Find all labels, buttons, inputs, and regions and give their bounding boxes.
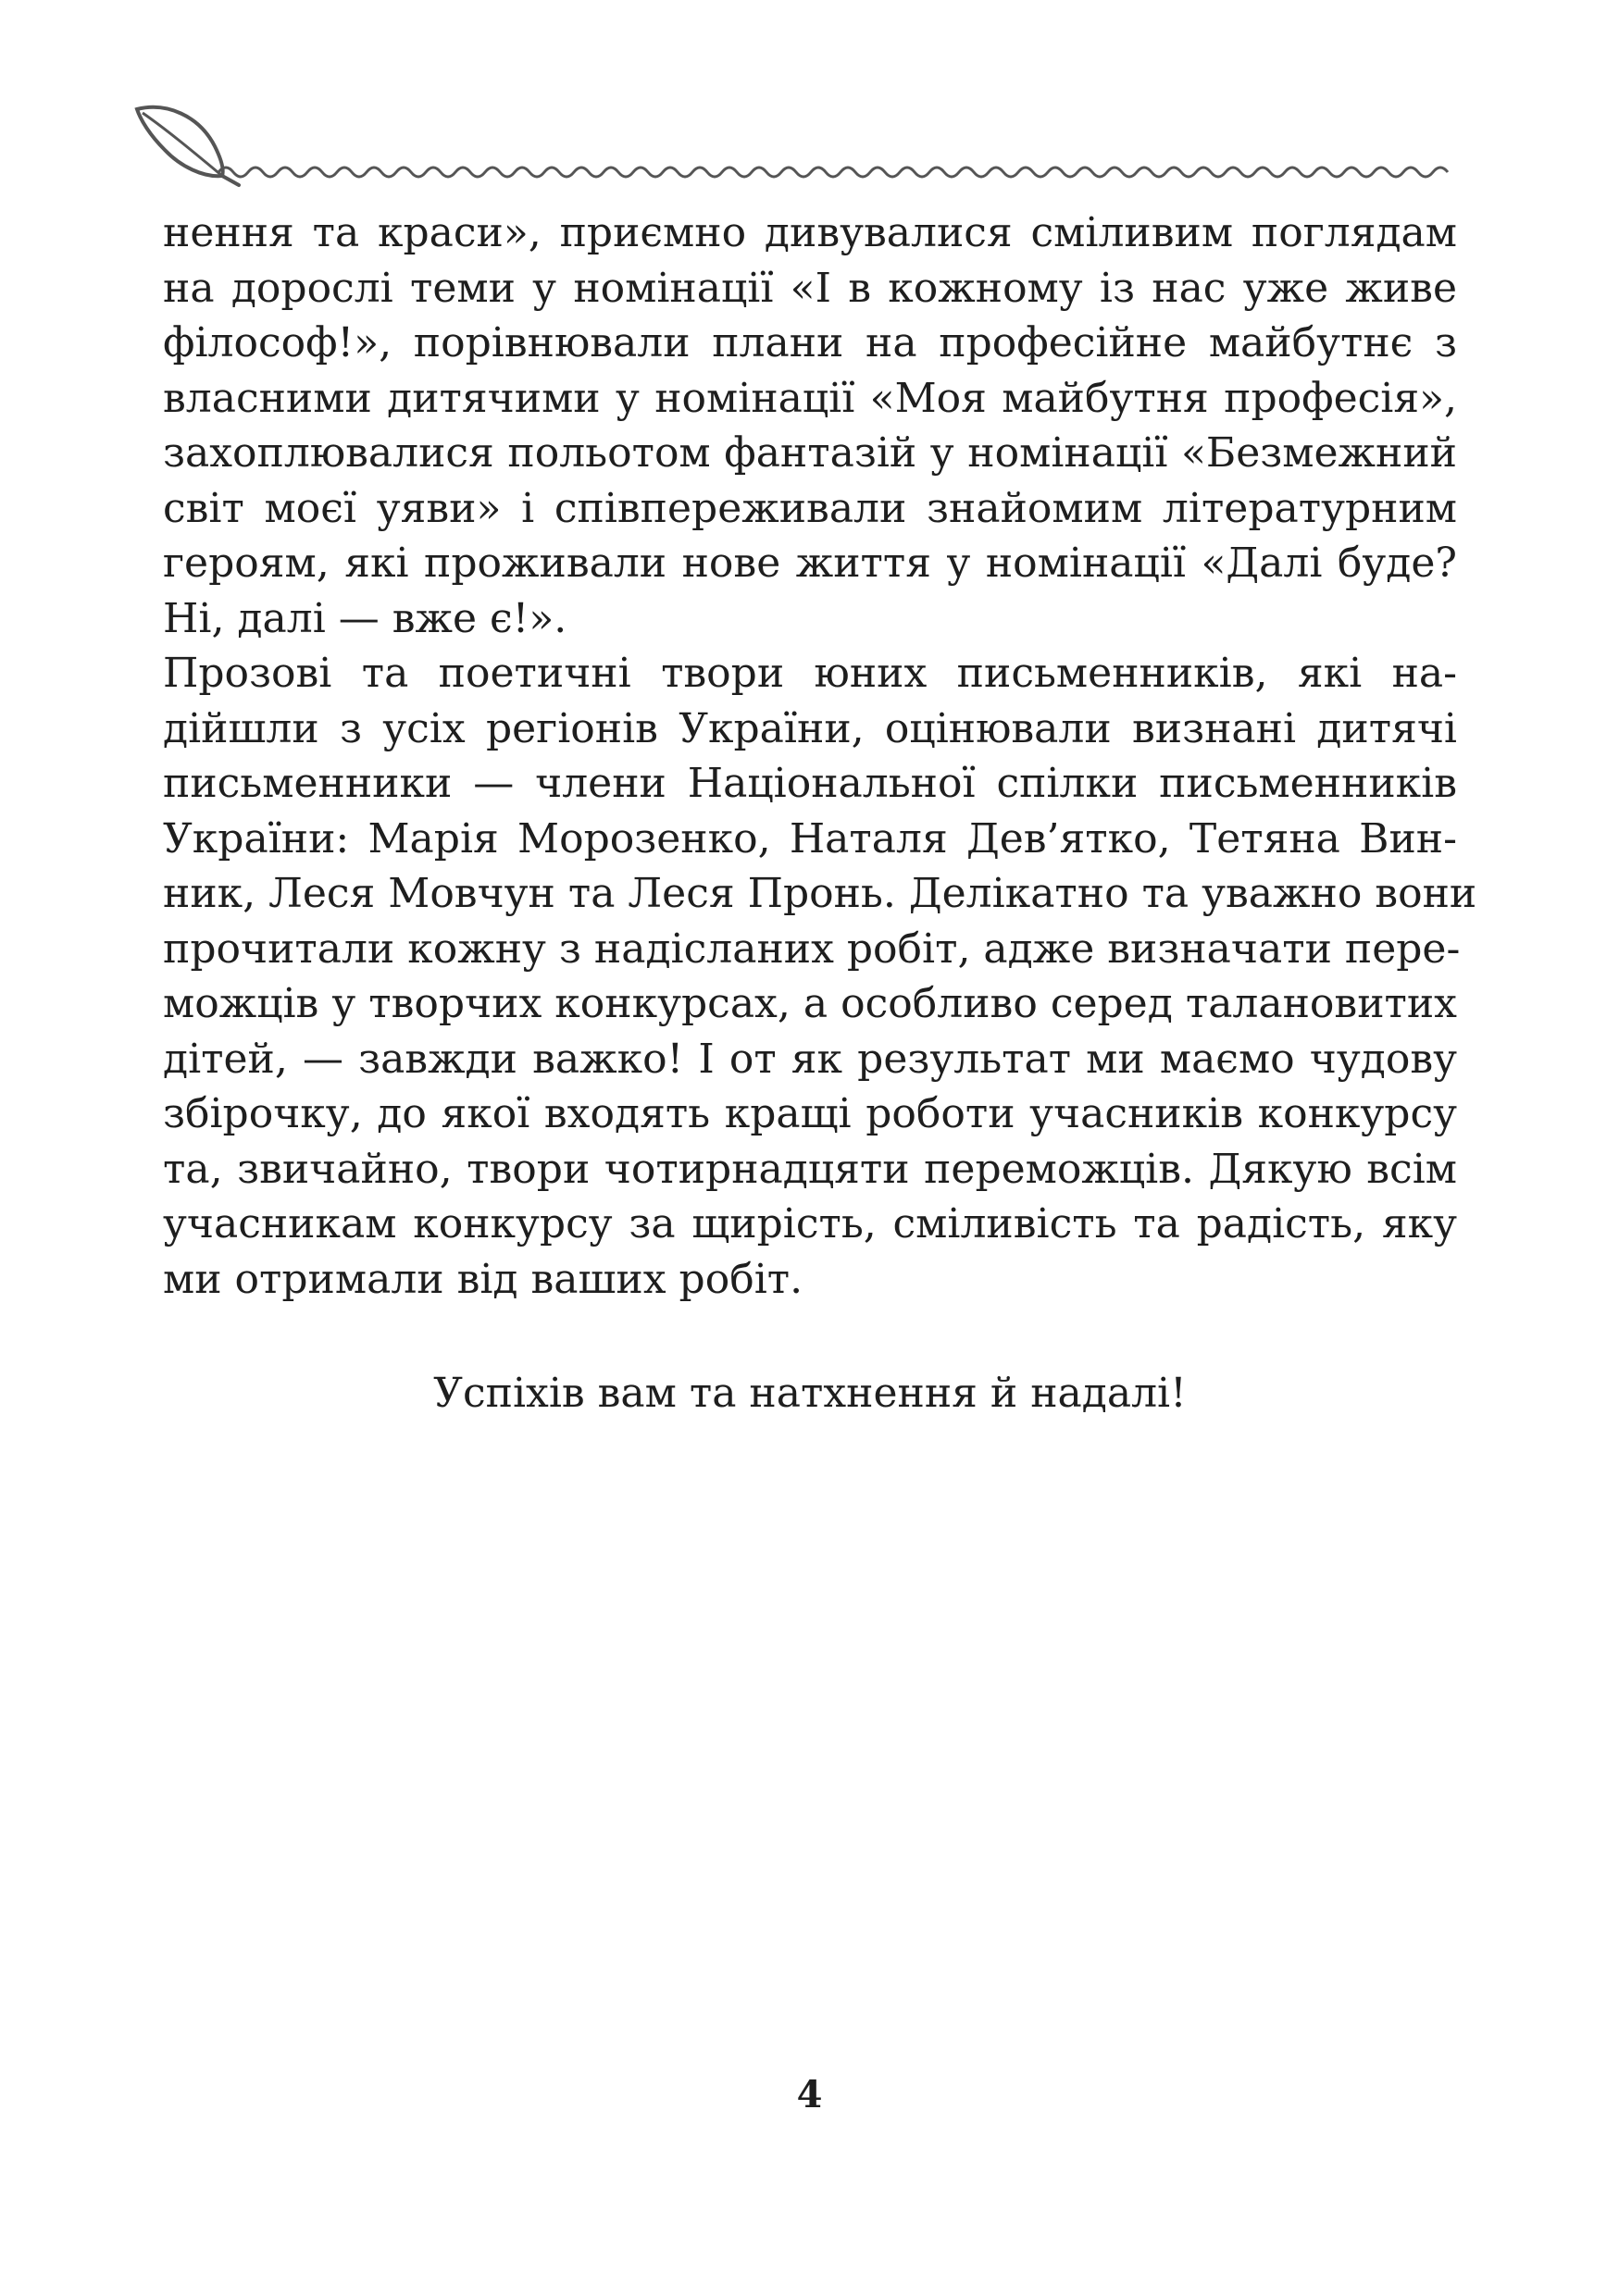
closing-line: Успіхів вам та натхнення й надалі! <box>433 1370 1187 1417</box>
text-line: письменники — члени Національної спілки письменників <box>163 760 1457 807</box>
text-line: героям, які проживали нове життя у номінації «Далі буде? <box>163 540 1457 587</box>
text-line: Прозові та поетичні твори юних письменників, які на- <box>163 650 1457 697</box>
text-line: дітей, — завжди важко! І от як результат ми маємо чудову <box>163 1035 1457 1083</box>
text-line: Ні, далі — вже є!». <box>163 594 567 642</box>
feather-icon <box>137 107 239 185</box>
paragraph-1 <box>163 205 1457 646</box>
text-line: ник, Леся Мовчун та Леся Пронь. Делікатно та уважно вони <box>163 870 1477 917</box>
text-line: власними дитячими у номінації «Моя майбутня професія», <box>163 374 1457 422</box>
body-text <box>163 205 1477 1307</box>
text-line: на дорослі теми у номінації «І в кожному із нас уже живе <box>163 264 1457 312</box>
text-line: учасникам конкурсу за щирість, сміливість та радість, яку <box>163 1200 1457 1247</box>
text-line: світ моєї уяви» і співпереживали знайомим літературним <box>163 484 1457 532</box>
text-line: нення та краси», приємно дивувалися сміливим поглядам <box>163 209 1457 256</box>
text-line: філософ!», порівнювали плани на професійне майбутнє з <box>163 319 1457 366</box>
text-line: дійшли з усіх регіонів України, оцінювали визнані дитячі <box>163 704 1457 752</box>
text-line: ми отримали від ваших робіт. <box>163 1255 803 1303</box>
text-line: збірочку, до якої входять кращі роботи учасників конкурсу <box>163 1090 1457 1137</box>
header-ornament <box>130 93 1472 194</box>
text-line: захоплювалися польотом фантазій у номінації «Безмежний <box>163 429 1457 477</box>
page-number: 4 <box>796 2073 823 2116</box>
text-line: можців у творчих конкурсах, а особливо серед талановитих <box>163 980 1457 1027</box>
paragraph-2 <box>163 646 1477 1307</box>
text-line: прочитали кожну з надісланих робіт, адже визначати пере- <box>163 925 1461 973</box>
text-line: та, звичайно, твори чотирнадцяти переможців. Дякую всім <box>163 1145 1457 1193</box>
text-line: України: Марія Морозенко, Наталя Дев’ятко, Тетяна Вин- <box>163 814 1457 863</box>
wavy-divider <box>218 168 1448 177</box>
